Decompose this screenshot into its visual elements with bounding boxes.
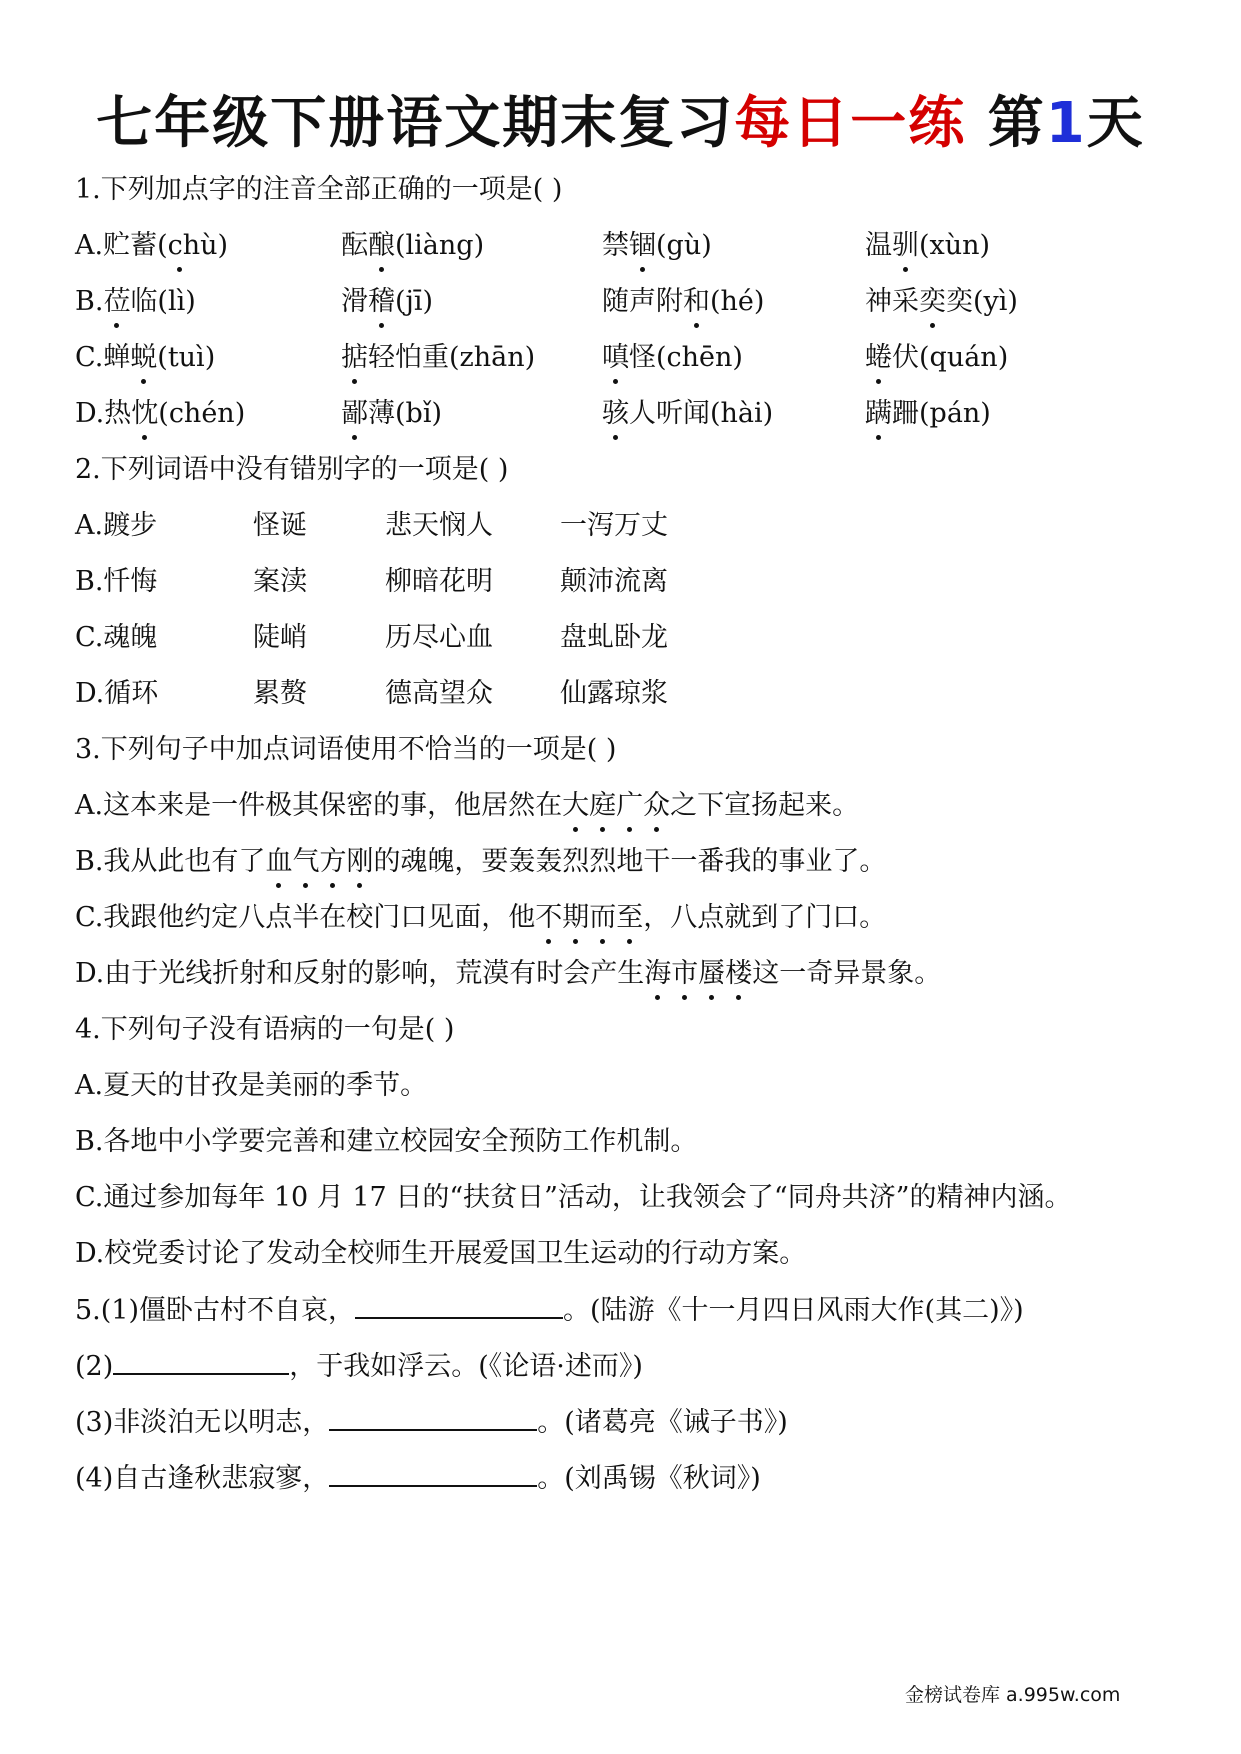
emphasis-char: 海 [644, 955, 671, 993]
title-day-number: 1 [1045, 91, 1087, 156]
q2-d-word4: 仙露琼浆 [560, 678, 668, 709]
q2-a-word1: A.踱步 [75, 510, 158, 541]
q2-c-word4: 盘虬卧龙 [560, 622, 668, 653]
q1-option-b2: 滑稽(jī) [341, 283, 433, 321]
q1-option-a2: 酝酿(liàng) [341, 227, 484, 265]
q5-blank-3[interactable] [329, 1403, 537, 1431]
footer-watermark: 金榜试卷库 a.995w.com [905, 1684, 1121, 1706]
q4-option-b: B.各地中小学要完善和建立校园安全预防工作机制。 [75, 1126, 698, 1157]
emphasis-char: 众 [643, 787, 670, 825]
q1-stem: 1.下列加点字的注音全部正确的一项是( ) [75, 174, 563, 205]
q2-a-word4: 一泻万丈 [560, 510, 668, 541]
q1-option-c4: 蜷伏(quán) [865, 339, 1008, 377]
title-day-suffix: 天 [1086, 91, 1145, 156]
q1-option-a4: 温驯(xùn) [865, 227, 990, 265]
q1-option-d3: 骇人听闻(hài) [602, 395, 773, 433]
emphasis-char: 血 [265, 843, 292, 881]
q5-blank-4[interactable] [329, 1459, 537, 1487]
q1-option-a1: A.贮蓄(chù) [75, 227, 228, 265]
q2-c-word2: 陡峭 [253, 622, 307, 653]
q4-option-a: A.夏天的甘孜是美丽的季节。 [75, 1070, 428, 1101]
emphasis-char: 广 [616, 787, 643, 825]
q1-option-d1: D.热忱(chén) [75, 395, 245, 433]
emphasis-char: 不 [535, 899, 562, 937]
q3-stem: 3.下列句子中加点词语使用不恰当的一项是( ) [75, 734, 617, 765]
q3-option-d: D.由于光线折射和反射的影响，荒漠有时会产生海市蜃楼这一奇异景象。 [75, 955, 941, 993]
q5-line-1: 5.(1)僵卧古村不自哀， 。(陆游《十一月四日风雨大作(其二)》) [75, 1291, 1024, 1330]
title-highlight: 每日一练 [734, 91, 967, 156]
title-main: 七年级下册语文期末复习 [96, 91, 735, 156]
q1-option-c2: 掂轻怕重(zhān) [341, 339, 535, 377]
q2-c-word3: 历尽心血 [385, 622, 493, 653]
title-day-prefix: 第 [987, 91, 1046, 156]
q5-blank-1[interactable] [355, 1291, 563, 1319]
q5-blank-2[interactable] [113, 1347, 289, 1375]
q4-option-d: D.校党委讨论了发动全校师生开展爱国卫生运动的行动方案。 [75, 1238, 807, 1269]
emphasis-char: 庭 [589, 787, 616, 825]
q1-option-a3: 禁锢(gù) [602, 227, 712, 265]
q2-d-word3: 德高望众 [385, 678, 493, 709]
q5-line-2: (2) ，于我如浮云。(《论语·述而》) [75, 1347, 643, 1386]
q3-option-b: B.我从此也有了血气方刚的魂魄，要轰轰烈烈地干一番我的事业了。 [75, 843, 886, 881]
q1-option-b3: 随声附和(hé) [602, 283, 764, 321]
q2-a-word3: 悲天悯人 [385, 510, 493, 541]
emphasis-char: 方 [319, 843, 346, 881]
q3-option-a: A.这本来是一件极其保密的事，他居然在大庭广众之下宣扬起来。 [75, 787, 859, 825]
q5-line-3: (3)非淡泊无以明志， 。(诸葛亮《诫子书》) [75, 1403, 788, 1442]
q2-c-word1: C.魂魄 [75, 622, 158, 653]
q2-b-word4: 颠沛流离 [560, 566, 668, 597]
q2-b-word1: B.忏悔 [75, 566, 158, 597]
emphasis-char: 期 [562, 899, 589, 937]
q2-b-word3: 柳暗花明 [385, 566, 493, 597]
emphasis-char: 蜃 [698, 955, 725, 993]
q1-option-b1: B.莅临(lì) [75, 283, 196, 321]
q2-stem: 2.下列词语中没有错别字的一项是( ) [75, 454, 509, 485]
emphasis-char: 至 [616, 899, 643, 937]
emphasis-char: 楼 [725, 955, 752, 993]
q4-option-c: C.通过参加每年 10 月 17 日的“扶贫日”活动，让我领会了“同舟共济”的精神内涵。 [75, 1182, 1072, 1213]
q1-option-c3: 嗔怪(chēn) [602, 339, 743, 377]
page-title [0, 86, 1241, 162]
q1-option-c1: C.蝉蜕(tuì) [75, 339, 215, 377]
q1-option-d2: 鄙薄(bǐ) [341, 395, 442, 433]
q1-option-d4: 蹒跚(pán) [865, 395, 991, 433]
emphasis-char: 市 [671, 955, 698, 993]
q4-stem: 4.下列句子没有语病的一句是( ) [75, 1014, 455, 1045]
q1-option-b4: 神采奕奕(yì) [865, 283, 1018, 321]
q2-d-word2: 累赘 [253, 678, 307, 709]
q5-line-4: (4)自古逢秋悲寂寥， 。(刘禹锡《秋词》) [75, 1459, 761, 1498]
emphasis-char: 气 [292, 843, 319, 881]
emphasis-char: 而 [589, 899, 616, 937]
emphasis-char: 大 [562, 787, 589, 825]
q3-option-c: C.我跟他约定八点半在校门口见面，他不期而至，八点就到了门口。 [75, 899, 886, 937]
q2-b-word2: 案渎 [253, 566, 307, 597]
q2-d-word1: D.循环 [75, 678, 159, 709]
q2-a-word2: 怪诞 [253, 510, 307, 541]
emphasis-char: 刚 [346, 843, 373, 881]
